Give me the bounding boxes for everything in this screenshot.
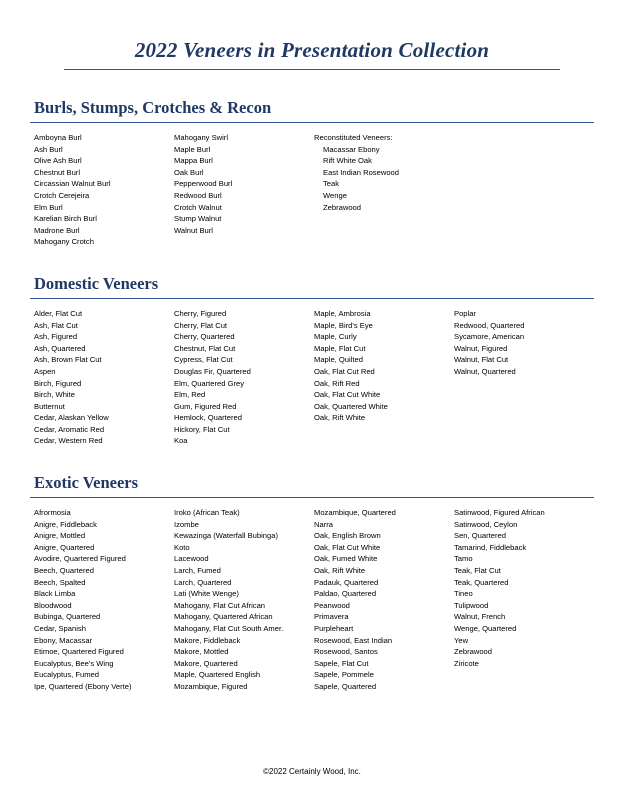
list-item: Walnut, Figured [454, 343, 508, 353]
list-item: Mahogany Swirl [174, 133, 229, 142]
list-item: Mahogany, Flat Cut African [174, 600, 266, 610]
list-item: Cedar, Spanish [34, 624, 86, 633]
veneer-list [314, 507, 448, 693]
section-columns [30, 507, 594, 693]
list-item: Ash, Flat Cut [34, 320, 78, 330]
list-item: Hickory, Flat Cut [174, 424, 230, 434]
list-item: Rift White Oak [323, 156, 372, 166]
page-title: 2022 Veneers in Presentation Collection [134, 38, 490, 62]
veneer-column [174, 308, 314, 447]
veneer-column [174, 507, 314, 693]
list-item: Anigre, Quartered [34, 542, 95, 552]
list-item: Mahogany, Quartered African [174, 612, 273, 622]
veneer-column [34, 507, 174, 693]
list-item: Oak, Quartered White [314, 401, 388, 411]
list-item: Birch, White [34, 390, 75, 400]
list-item: Etimoe, Quartered Figured [34, 647, 124, 657]
list-item: Rosewood, East Indian [314, 635, 393, 645]
list-item: Makore, Fiddleback [174, 635, 241, 645]
section-heading: Burls, Stumps, Crotches & Recon [34, 98, 272, 117]
list-item: Butternut [34, 401, 65, 411]
list-item: Rosewood, Santos [314, 647, 378, 657]
list-item: Walnut, French [454, 612, 506, 622]
list-item: Oak Burl [174, 167, 204, 177]
list-item: Bloodwood [34, 600, 72, 610]
list-item: Alder, Flat Cut [34, 308, 83, 318]
section-domestic [30, 274, 594, 447]
list-item: Koa [174, 436, 188, 446]
list-item: Cherry, Figured [174, 308, 227, 318]
list-item: Walnut, Quartered [454, 366, 516, 376]
list-item: Circassian Walnut Burl [34, 179, 111, 189]
list-item: Narra [314, 519, 333, 529]
list-item: Makore, Quartered [174, 658, 238, 668]
list-item: Karelian Birch Burl [34, 214, 97, 224]
list-item: Bubinga, Quartered [34, 612, 101, 622]
list-item: Cherry, Quartered [174, 332, 235, 342]
veneer-list [174, 308, 308, 447]
title-divider [64, 69, 560, 70]
list-item: Cypress, Flat Cut [174, 355, 233, 365]
list-item: Walnut, Flat Cut [454, 355, 509, 365]
list-item: Padauk, Quartered [314, 577, 379, 587]
list-item: Sapele, Flat Cut [314, 658, 369, 668]
list-item: Tineo [454, 589, 473, 599]
list-item: Crotch Cerejeira [34, 190, 90, 200]
list-item: Teak [323, 179, 340, 189]
section-columns [30, 132, 594, 248]
section-exotic [30, 473, 594, 693]
veneer-list [454, 308, 588, 378]
list-item: Macassar Ebony [323, 144, 380, 154]
list-item: Sapele, Pommele [314, 670, 374, 680]
list-item: Anigre, Mottled [34, 531, 86, 541]
list-item: Afrormosia [34, 508, 71, 518]
list-item: Oak, Fumed White [314, 554, 378, 564]
list-item: Eucalyptus, Bee's Wing [34, 658, 114, 668]
list-item: Sycamore, American [454, 332, 525, 342]
list-item: Wenge [323, 190, 347, 200]
veneer-column [174, 132, 314, 236]
list-item: Paldao, Quartered [314, 589, 377, 599]
list-item: Lati (White Wenge) [174, 589, 239, 599]
list-item: Ebony, Macassar [34, 635, 93, 645]
veneer-list [314, 132, 448, 213]
list-item: Cedar, Alaskan Yellow [34, 413, 109, 423]
section-heading: Exotic Veneers [34, 473, 139, 493]
page-footer: ©2022 Certainly Wood, Inc. [263, 767, 361, 776]
list-item: Purpleheart [314, 624, 354, 633]
list-item: Wenge, Quartered [454, 624, 517, 633]
list-item: Douglas Fir, Quartered [174, 366, 251, 376]
list-item: Maple, Bird's Eye [314, 320, 373, 330]
list-item: Oak, Flat Cut White [314, 542, 381, 552]
list-item: Elm, Quartered Grey [174, 378, 245, 388]
list-item: Maple, Quartered English [174, 670, 261, 680]
list-item: Mozambique, Figured [174, 681, 248, 691]
list-item: Oak, Rift White [314, 566, 366, 576]
list-item: Ash, Brown Flat Cut [34, 355, 102, 365]
list-item: Zebrawood [323, 202, 361, 212]
list-item: Tulipwood [454, 600, 489, 610]
list-item: Maple, Flat Cut [314, 343, 366, 353]
list-item: Aspen [34, 366, 56, 376]
list-item: Birch, Figured [34, 378, 82, 388]
veneer-column [34, 308, 174, 447]
list-item: Teak, Quartered [454, 577, 509, 587]
veneer-column [454, 507, 594, 669]
list-item: Tamo [454, 554, 473, 564]
list-item: Peanwood [314, 600, 350, 610]
list-item: Beech, Quartered [34, 566, 94, 576]
list-item: East Indian Rosewood [323, 167, 399, 177]
list-item: Avodire, Quartered Figured [34, 554, 126, 564]
list-item: Crotch Walnut [174, 202, 222, 212]
list-item: Beech, Spalted [34, 577, 86, 587]
veneer-column [314, 507, 454, 693]
list-item: Ash, Figured [34, 332, 78, 342]
list-item: Oak, Flat Cut White [314, 390, 381, 400]
list-item: Satinwood, Ceylon [454, 519, 518, 529]
list-item: Ipe, Quartered (Ebony Verte) [34, 681, 132, 691]
list-item: Lacewood [174, 554, 209, 564]
veneer-column [314, 308, 454, 424]
list-item: Maple, Curly [314, 332, 357, 342]
list-item: Redwood, Quartered [454, 320, 525, 330]
list-item: Anigre, Fiddleback [34, 519, 97, 529]
list-item: Poplar [454, 308, 476, 318]
veneer-list [454, 507, 588, 669]
section-heading: Domestic Veneers [34, 273, 159, 293]
veneer-column [314, 132, 454, 213]
list-item: Maple, Quilted [314, 355, 363, 365]
list-item: Larch, Quartered [174, 577, 232, 587]
section-burls [30, 98, 594, 248]
list-item: Zebrawood [454, 647, 492, 657]
list-item: Ziricote [454, 658, 479, 668]
list-item: Izombe [174, 519, 199, 529]
list-item: Redwood Burl [174, 190, 222, 200]
list-item: Chestnut Burl [34, 167, 81, 177]
list-item: Hemlock, Quartered [174, 413, 242, 423]
list-item: Maple Burl [174, 144, 211, 154]
section-divider [30, 122, 594, 123]
list-item: Madrone Burl [34, 225, 80, 235]
list-item: Oak, Rift Red [314, 378, 360, 388]
list-item: Cedar, Aromatic Red [34, 424, 105, 434]
list-item: Black Limba [34, 589, 76, 599]
list-item: Makore, Mottled [174, 647, 229, 657]
list-item: Cedar, Western Red [34, 436, 103, 446]
list-item: Satinwood, Figured African [454, 508, 545, 518]
list-item: Cherry, Flat Cut [174, 320, 228, 330]
list-item: Stump Walnut [174, 214, 222, 224]
veneer-column [454, 308, 594, 378]
list-item: Maple, Ambrosia [314, 308, 371, 318]
list-item: Larch, Fumed [174, 566, 221, 576]
section-divider [30, 298, 594, 299]
list-item: Teak, Flat Cut [454, 566, 501, 576]
veneer-list [314, 308, 448, 424]
veneer-list [34, 507, 168, 693]
list-item: Ash, Quartered [34, 343, 86, 353]
list-item: Primavera [314, 612, 349, 622]
list-item: Amboyna Burl [34, 133, 82, 142]
list-item: Elm, Red [174, 390, 206, 400]
list-item: Sapele, Quartered [314, 681, 377, 691]
list-item: Sen, Quartered [454, 531, 506, 541]
list-item: Mappa Burl [174, 156, 213, 166]
veneer-column [34, 132, 174, 248]
veneer-list [174, 132, 308, 236]
section-columns [30, 308, 594, 447]
list-item: Chestnut, Flat Cut [174, 343, 236, 353]
list-item: Eucalyptus, Fumed [34, 670, 99, 680]
list-item: Mahogany, Flat Cut South Amer. [174, 624, 284, 633]
section-divider [30, 497, 594, 498]
veneer-list [174, 507, 308, 693]
list-item: Walnut Burl [174, 225, 213, 235]
list-subheading: Reconstituted Veneers: [314, 133, 393, 142]
list-item: Elm Burl [34, 202, 63, 212]
list-item: Pepperwood Burl [174, 179, 233, 189]
list-item: Iroko (African Teak) [174, 508, 240, 518]
veneer-list [34, 132, 168, 248]
list-item: Oak, Flat Cut Red [314, 366, 375, 376]
list-item: Koto [174, 542, 190, 552]
list-item: Oak, English Brown [314, 531, 381, 541]
list-item: Yew [454, 635, 469, 645]
veneer-list [34, 308, 168, 447]
list-item: Kewazinga (Waterfall Bubinga) [174, 531, 278, 541]
list-item: Oak, Rift White [314, 413, 366, 423]
list-item: Mozambique, Quartered [314, 508, 396, 518]
list-item: Ash Burl [34, 144, 63, 154]
list-item: Tamarind, Fiddleback [454, 542, 527, 552]
list-item: Mahogany Crotch [34, 237, 94, 247]
list-item: Olive Ash Burl [34, 156, 82, 166]
list-item: Gum, Figured Red [174, 401, 237, 411]
